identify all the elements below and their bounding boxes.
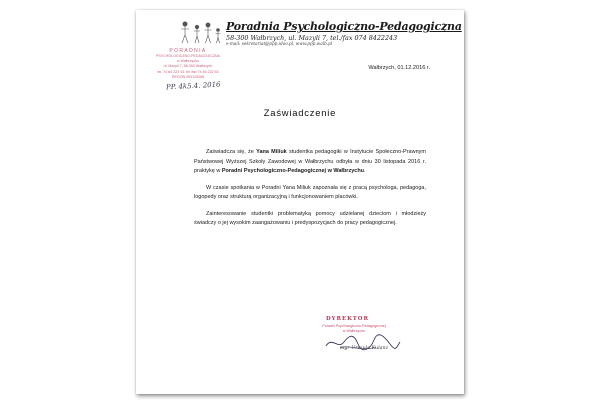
stamp-line: ul. Mazyli 7, 58-300 Wałbrzych (163, 64, 213, 69)
stamp-line: REGON 000125286 (171, 74, 205, 79)
signature-stamp-line: w Wałbrzychu (342, 329, 366, 333)
body-paragraph: Zaświadcza się, że Yana Miliuk studentka pedagogiki w Instytucie Społeczno-Prawnym Państwowej Wyższej Szkoły Zawodowej w Wałbrzychu odbyła w dniu 30 listopada 2016 r. praktykę w Poradni Psychologiczno-Pedagogicznej w Wałbrzychu. (194, 149, 426, 174)
student-name: Yana Miliuk (282, 184, 311, 191)
document-body (194, 148, 426, 236)
signature-stamp-line: Poradni Psychologiczno-Pedagogicznej (322, 324, 386, 328)
stamp-line: tel. 74 84 222 43, tel./fax 74 84 222 63 (157, 69, 219, 74)
reference-number: PP. 4k5.4. 2016 (165, 80, 221, 92)
organization-address: 58-300 Wałbrzych, ul. Mazyli 7, tel./fax 074 8422243 (226, 34, 398, 42)
family-figures-logo-icon (178, 20, 224, 46)
signature-title: DYREKTOR (326, 316, 369, 322)
stamp-line: PSYCHOLOGICZNO-PEDAGOGICZNA (155, 54, 221, 58)
signatory-name: mgr Urszula Kulanz (339, 346, 389, 351)
organization-email: e-mail: sekretariat@ppp.idoo.pl, www.ppp.walb.pl (226, 41, 333, 46)
place-date: Wałbrzych, 01.12.2016 r. (368, 65, 430, 71)
student-name: Yana Miliuk (256, 149, 287, 155)
document-title: Zaświadczenie (263, 107, 337, 118)
signature-block (304, 316, 414, 366)
stamp-name: PORADNIA (169, 48, 207, 54)
institution-name: Poradni Psychologiczno-Pedagogicznej w Wałbrzychu (221, 168, 365, 174)
document-page (136, 10, 464, 394)
body-paragraph: W czasie spotkania w Poradni Yana Miliuk zapoznała się z pracą psychologa, pedagoga, logopedy oraz strukturą organizacyjną i funkcjonowaniem placówki. (194, 184, 426, 200)
stamp-line: w Wałbrzychu (176, 59, 200, 64)
institution-stamp (152, 48, 224, 80)
letterhead (178, 20, 462, 48)
body-paragraph: Zainteresowanie studentki problematyką pomocy udzielanej dzieciom i młodzieży świadczy o jej wysokim zaangażowaniu i predyspozycjach do pracy pedagogicznej. (194, 210, 426, 226)
organization-name: Poradnia Psychologiczno-Pedagogiczna (226, 20, 462, 33)
